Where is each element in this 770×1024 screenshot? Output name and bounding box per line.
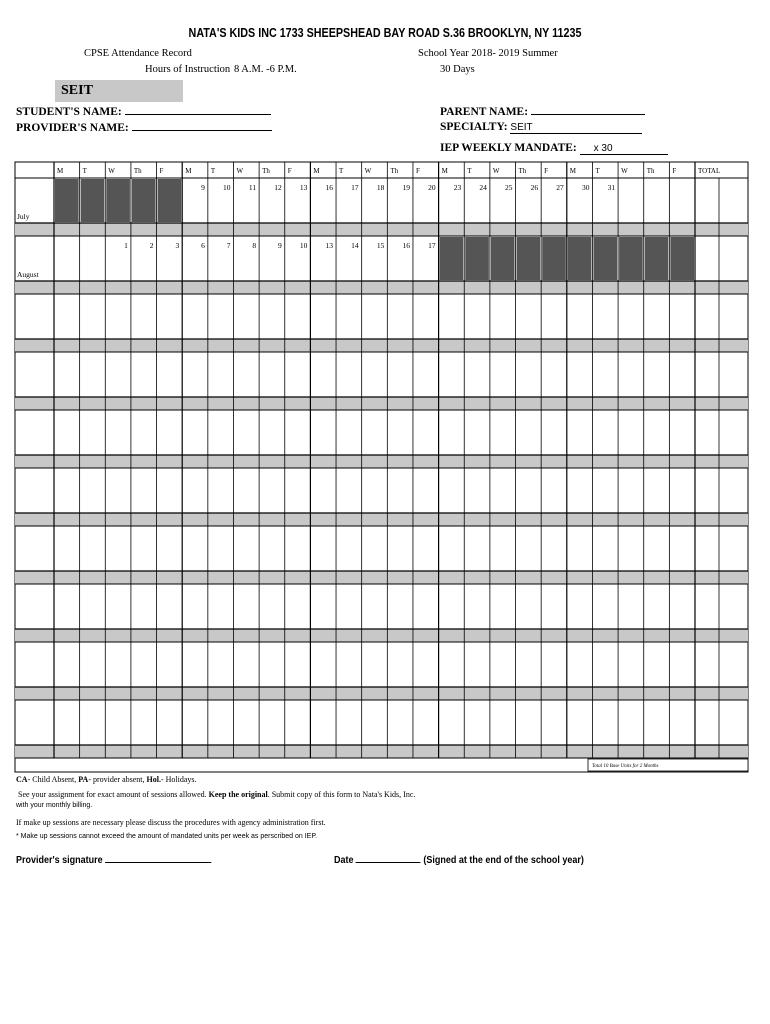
- day-number: 17: [351, 183, 359, 192]
- day-number: 10: [299, 241, 308, 250]
- day-number: 9: [278, 241, 282, 250]
- specialty-label: SPECIALTY:: [440, 121, 508, 133]
- shaded-cell: [158, 179, 182, 222]
- day-number: 30: [581, 183, 590, 192]
- day-number: 8: [252, 241, 257, 250]
- service-label: SEIT: [61, 83, 93, 98]
- day-number: 19: [402, 183, 410, 192]
- shaded-cell: [670, 237, 694, 280]
- day-number: 11: [248, 183, 257, 192]
- hours-label: Hours of Instruction: [145, 64, 231, 75]
- provider-signature-field[interactable]: [105, 853, 211, 863]
- day-number: 9: [201, 183, 205, 192]
- day-number: 18: [376, 183, 385, 192]
- note-assignment: [18, 790, 415, 799]
- day-header: F: [544, 167, 549, 175]
- shaded-cell: [132, 179, 156, 222]
- row-strip: [15, 571, 748, 584]
- row-strip: [15, 281, 748, 294]
- day-number: 13: [299, 183, 308, 192]
- day-number: 23: [453, 183, 462, 192]
- specialty-value: SEIT: [510, 122, 533, 133]
- date-row: [334, 853, 584, 866]
- legend-ca-text: - Child Absent,: [27, 775, 77, 784]
- date-note: (Signed at the end of the school year): [423, 855, 584, 866]
- day-header: T: [339, 167, 344, 175]
- note-billing: with your monthly billing.: [16, 802, 93, 809]
- total-note: Total 10 Base Units for 2 Months: [592, 764, 659, 769]
- day-header: Th: [133, 167, 142, 175]
- day-header: W: [621, 167, 628, 175]
- row-strip: [15, 687, 748, 700]
- day-number: 17: [428, 241, 436, 250]
- shaded-cell: [645, 237, 669, 280]
- date-field[interactable]: [356, 853, 421, 863]
- mandate-label: IEP WEEKLY MANDATE:: [440, 142, 577, 154]
- row-strip: [15, 339, 748, 352]
- student-name-label: STUDENT'S NAME:: [16, 106, 122, 118]
- day-header: Th: [518, 167, 527, 175]
- day-number: 26: [530, 183, 539, 192]
- day-number: 15: [376, 241, 385, 250]
- day-header: F: [415, 167, 420, 175]
- shaded-cell: [517, 237, 541, 280]
- day-header: M: [313, 167, 320, 175]
- day-header: W: [492, 167, 500, 175]
- note-makeup: If make up sessions are necessary please discuss the procedures with agency administration first.: [16, 818, 326, 827]
- legend-line: [16, 775, 197, 784]
- day-header: F: [159, 167, 164, 175]
- shaded-cell: [593, 237, 617, 280]
- provider-name-label: PROVIDER'S NAME:: [16, 122, 129, 134]
- note-keep-original: Keep the original: [208, 790, 268, 799]
- legend-ca: CA: [16, 775, 28, 784]
- hours-value: 8 A.M. -6 P.M.: [234, 64, 297, 75]
- day-header: F: [672, 167, 677, 175]
- day-number: 25: [505, 183, 513, 192]
- day-number: 12: [274, 183, 282, 192]
- mandate-value: x 30: [593, 143, 613, 154]
- parent-name-label: PARENT NAME:: [440, 106, 529, 118]
- total-header: TOTAL: [698, 167, 721, 175]
- shaded-cell: [542, 237, 566, 280]
- day-number: 27: [556, 183, 564, 192]
- note-assignment-a: See your assignment for exact amount of sessions allowed.: [18, 790, 207, 799]
- shaded-cell: [106, 179, 130, 222]
- row-strip: [15, 397, 748, 410]
- day-header: T: [210, 167, 216, 175]
- row-strip: [15, 745, 748, 758]
- shaded-cell: [465, 237, 489, 280]
- legend-pa-text: - provider absent,: [88, 775, 145, 784]
- day-header: M: [185, 167, 192, 175]
- month-label: July: [17, 212, 30, 221]
- shaded-cell: [440, 237, 464, 280]
- day-number: 31: [607, 183, 616, 192]
- day-header: Th: [262, 167, 270, 175]
- day-number: 7: [226, 241, 231, 250]
- provider-signature-row: [16, 853, 211, 866]
- row-strip: [15, 223, 748, 236]
- day-number: 10: [222, 183, 231, 192]
- day-number: 3: [175, 241, 180, 250]
- day-number: 13: [325, 241, 334, 250]
- note-makeup-limit: * Make up sessions cannot exceed the amount of mandated units per week as perscribed on IEP.: [16, 833, 318, 840]
- day-number: 14: [351, 241, 359, 250]
- provider-signature-label: Provider's signature: [16, 855, 103, 866]
- day-header: W: [364, 167, 372, 175]
- days-count: 30 Days: [440, 64, 475, 75]
- day-header: T: [467, 167, 472, 175]
- day-header: W: [108, 167, 115, 175]
- day-header: M: [441, 167, 448, 175]
- day-header: M: [569, 167, 577, 175]
- day-number: 20: [428, 183, 436, 192]
- legend-pa: PA: [78, 775, 89, 784]
- note-assignment-c: . Submit copy of this form to Nata's Kids, Inc.: [267, 790, 416, 799]
- day-header: T: [595, 167, 600, 175]
- day-number: 1: [124, 241, 128, 250]
- day-header: Th: [390, 167, 399, 175]
- day-header: Th: [646, 167, 655, 175]
- day-header: M: [57, 167, 64, 175]
- day-number: 16: [402, 241, 410, 250]
- day-header: F: [287, 167, 292, 175]
- day-number: 6: [201, 241, 205, 250]
- form-title: NATA'S KIDS INC 1733 SHEEPSHEAD BAY ROAD S.36 BROOKLYN, NY 11235: [188, 26, 582, 40]
- day-number: 2: [149, 241, 154, 250]
- shaded-cell: [619, 237, 643, 280]
- day-header: W: [236, 167, 244, 175]
- month-label: August: [17, 270, 39, 279]
- shaded-cell: [568, 237, 592, 280]
- shaded-cell: [491, 237, 515, 280]
- record-title: CPSE Attendance Record: [84, 48, 192, 59]
- legend-hol-text: - Holidays.: [160, 775, 197, 784]
- shaded-cell: [81, 179, 105, 222]
- school-year: School Year 2018- 2019 Summer: [418, 48, 558, 59]
- day-number: 16: [325, 183, 334, 192]
- day-header: T: [82, 167, 87, 175]
- row-strip: [15, 455, 748, 468]
- shaded-cell: [55, 179, 79, 222]
- legend-hol: Hol.: [146, 775, 161, 784]
- row-strip: [15, 629, 748, 642]
- day-number: 24: [479, 183, 487, 192]
- date-label: Date: [334, 855, 354, 866]
- row-strip: [15, 513, 748, 526]
